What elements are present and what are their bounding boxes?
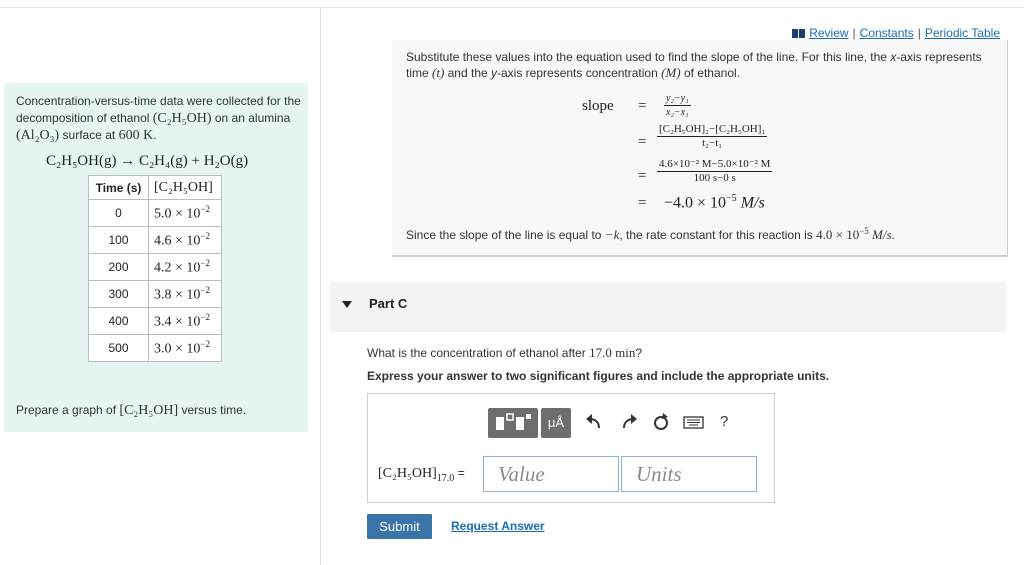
since-k: −k <box>604 227 620 242</box>
conc-exponent: −2 <box>200 230 210 241</box>
explanation-box <box>392 40 1008 257</box>
conc-exponent: −2 <box>200 311 210 322</box>
conc-mantissa: 3.4 × 10 <box>154 314 201 330</box>
explain-t: (t) <box>432 65 445 80</box>
explain-span: -axis represents time <box>406 50 982 80</box>
time-cell: 0 <box>89 200 149 227</box>
constants-link[interactable]: Constants <box>859 26 914 40</box>
conc-mantissa: 3.0 × 10 <box>154 341 201 357</box>
fraction <box>664 92 691 119</box>
time-cell: 500 <box>89 335 149 362</box>
part-c-instruction: Express your answer to two significant figures and include the appropriate units. <box>367 369 830 383</box>
concentration-cell <box>149 335 222 362</box>
frac-den: x₂−x₁ <box>666 107 689 118</box>
conc-exponent: −2 <box>200 257 210 268</box>
explanation-text <box>406 49 1001 81</box>
rate-constant-exponent: −5 <box>859 226 869 236</box>
intro-text-2: on an alumina <box>211 111 291 125</box>
table-row <box>89 227 222 254</box>
templates-icon <box>488 408 538 438</box>
request-answer-link[interactable]: Request Answer <box>451 519 545 533</box>
since-period: . <box>891 228 895 242</box>
frac-den: 100 s−0 s <box>693 172 736 184</box>
conc-mantissa: 4.2 × 10 <box>154 260 201 276</box>
column-divider <box>320 8 321 565</box>
submit-button[interactable]: Submit <box>367 514 432 539</box>
slope-exponent: −5 <box>726 193 737 204</box>
explain-y: y <box>491 66 498 80</box>
concentration-cell <box>149 200 222 227</box>
answer-box <box>367 393 775 503</box>
reset-icon[interactable] <box>649 408 673 436</box>
frac-num: 4.6×10⁻² M−5.0×10⁻² M <box>659 158 771 170</box>
answer-subscript: 17.0 <box>436 472 455 484</box>
frac-num: y₂−y₁ <box>666 93 689 104</box>
intro-text-3: surface at <box>59 128 119 142</box>
equals-sign: = <box>638 195 647 211</box>
review-link[interactable]: Review <box>809 26 849 40</box>
periodic-table-link[interactable]: Periodic Table <box>924 26 1000 40</box>
equals-sign: = <box>638 168 647 184</box>
table-row <box>89 254 222 281</box>
help-icon[interactable]: ? <box>720 413 729 430</box>
intro-period: . <box>153 128 157 142</box>
prepare-text-2: versus time. <box>178 403 247 417</box>
concentration-cell <box>149 281 222 308</box>
question-mark: ? <box>635 346 643 360</box>
explain-span: of ethanol. <box>680 66 740 80</box>
table-row <box>89 281 222 308</box>
conc-exponent: −2 <box>200 284 210 295</box>
graph-instruction <box>16 403 246 419</box>
table-row <box>89 335 222 362</box>
time-cell: 300 <box>89 281 149 308</box>
part-c-header[interactable] <box>330 282 1006 332</box>
time-cell: 400 <box>89 308 149 335</box>
equals-sign: = <box>638 98 647 114</box>
intro-text: Concentration-versus-time data were collected for the decomposition of ethanol <box>16 94 301 125</box>
fraction <box>657 158 772 185</box>
time-cell: 100 <box>89 227 149 254</box>
slope-result <box>664 193 765 212</box>
slope-formula-values <box>657 158 772 185</box>
resource-links <box>792 26 1000 40</box>
link-separator: | <box>852 26 856 40</box>
slope-unit: M/s <box>740 194 765 212</box>
conc-mantissa: 5.0 × 10 <box>154 206 201 222</box>
units-symbols-button[interactable]: μÅ <box>541 408 571 438</box>
problem-info-panel <box>4 83 308 432</box>
concentration-table <box>88 175 222 362</box>
reaction-equation: C₂H₅OH(g) → C₂H₄(g) + H₂O(g) <box>46 153 249 169</box>
prepare-text: Prepare a graph of <box>16 403 120 417</box>
alumina-formula: (Al₂O₃) <box>16 128 60 143</box>
fraction <box>657 123 767 150</box>
units-input[interactable] <box>621 456 757 492</box>
collapse-caret-icon[interactable] <box>342 301 352 308</box>
undo-icon[interactable] <box>583 408 607 436</box>
redo-icon[interactable] <box>616 408 640 436</box>
keyboard-icon[interactable] <box>682 408 706 436</box>
time-header: Time (s) <box>89 176 149 200</box>
link-separator: | <box>917 26 921 40</box>
answer-label <box>378 466 465 484</box>
frac-num: [C₂H₅OH]₂−[C₂H₅OH]₁ <box>659 123 766 135</box>
slope-formula-concentration <box>657 123 767 150</box>
explain-x: x <box>890 50 897 64</box>
part-c-question <box>367 345 642 361</box>
explain-span: Substitute these values into the equation used to find the slope of the line. For this line, the <box>406 50 891 64</box>
explain-m: (M) <box>661 65 681 80</box>
question-text: What is the concentration of ethanol after <box>367 346 590 360</box>
conc-exponent: −2 <box>200 338 210 349</box>
concentration-cell <box>149 227 222 254</box>
slope-formula-general <box>664 92 691 119</box>
frac-den: t₂−t₁ <box>702 137 723 149</box>
slope-value: −4.0 × 10 <box>664 194 727 212</box>
part-c-label: Part C <box>369 296 408 311</box>
conc-mantissa: 4.6 × 10 <box>154 233 201 249</box>
conc-mantissa: 3.8 × 10 <box>154 287 201 303</box>
explain-span: -axis represents concentration <box>497 66 662 80</box>
conc-exponent: −2 <box>200 203 210 214</box>
temperature: 600 K <box>118 128 154 143</box>
table-row <box>89 200 222 227</box>
question-time: 17.0 min <box>589 345 636 360</box>
concentration-cell <box>149 308 222 335</box>
time-cell: 200 <box>89 254 149 281</box>
problem-intro <box>16 93 301 144</box>
slope-label: slope <box>582 98 614 114</box>
prepare-formula: [C₂H₅OH] <box>119 403 179 418</box>
rate-constant-unit: M/s <box>868 227 892 242</box>
answer-equals: = <box>457 466 465 480</box>
concentration-cell <box>149 254 222 281</box>
since-text-2: , the rate constant for this reaction is <box>619 228 817 242</box>
answer-formula: [C₂H₅OH] <box>378 466 437 481</box>
ethanol-formula: (C₂H₅OH) <box>152 111 212 126</box>
value-input[interactable] <box>483 456 619 492</box>
templates-button[interactable] <box>488 408 538 438</box>
explain-span: and the <box>444 66 492 80</box>
top-rule <box>0 7 1024 8</box>
since-text: Since the slope of the line is equal to <box>406 228 605 242</box>
rate-constant-value: 4.0 × 10 <box>816 227 860 242</box>
table-header-row <box>89 176 222 200</box>
table-row <box>89 308 222 335</box>
book-icon <box>792 29 805 38</box>
equals-sign: = <box>638 134 647 150</box>
concentration-header: [C₂H₅OH] <box>149 176 222 200</box>
rate-constant-statement <box>406 226 895 243</box>
